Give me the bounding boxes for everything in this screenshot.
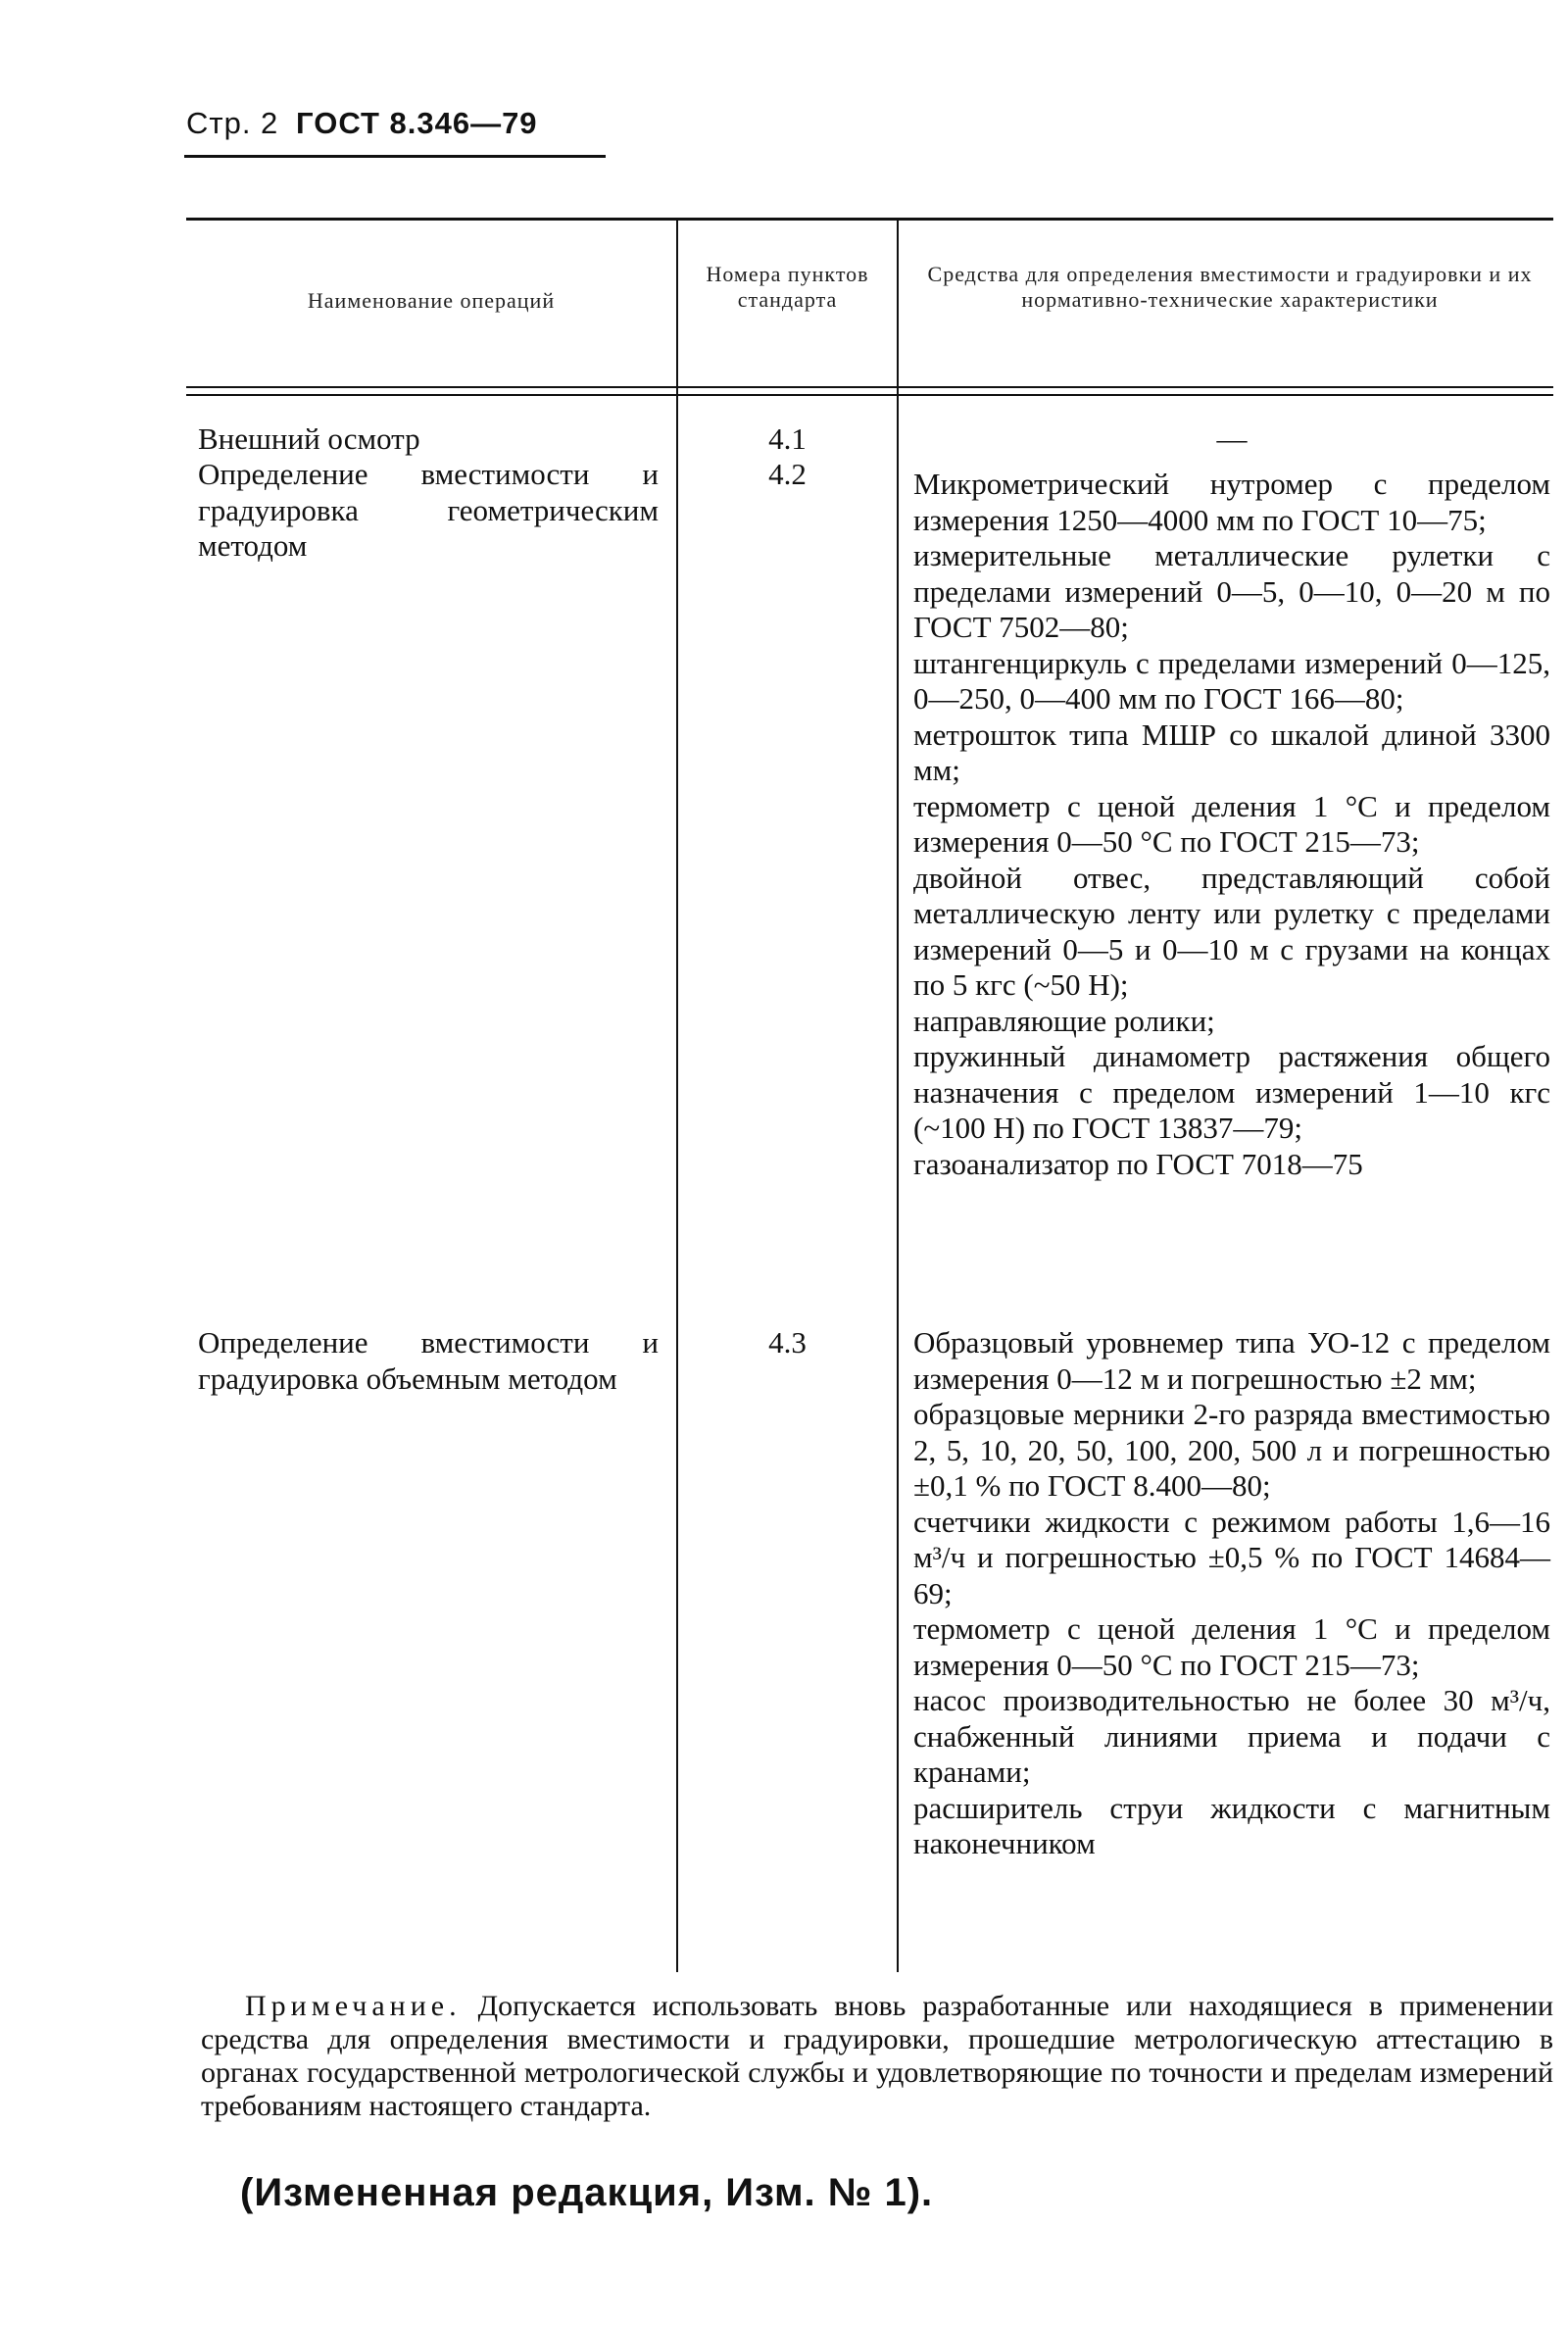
operations-table [186, 218, 1553, 1972]
means-item: термометр с ценой деления 1 °С и пределом измерения 0—50 °С по ГОСТ 215—73; [913, 788, 1550, 859]
means-item: термометр с ценой деления 1 °С и пределом измерения 0—50 °С по ГОСТ 215—73; [913, 1611, 1550, 1682]
operation-text: Внешний осмотр [198, 421, 420, 456]
column-header-clauses: Номера пунктов стандарта [706, 262, 869, 312]
table-row-clause: 4.2 [768, 457, 807, 491]
means-item: штангенциркуль с пределами измерений 0—125, 0—250, 0—400 мм по ГОСТ 166—80; [913, 645, 1550, 716]
column-header-operations: Наименование операций [307, 288, 556, 313]
table-row-means-dash: — [1216, 421, 1248, 456]
page-header [186, 106, 538, 141]
means-item: газоанализатор по ГОСТ 7018—75 [913, 1146, 1363, 1181]
table-row-clause: 4.1 [768, 421, 807, 456]
table-row-operation [198, 457, 659, 565]
table-header-rule-second [186, 394, 1553, 396]
table-header-rule [186, 386, 1553, 388]
means-item: направляющие ролики; [913, 1003, 1215, 1038]
means-item: Микрометрический нутромер с пределом измерения 1250—4000 мм по ГОСТ 10—75; [913, 467, 1550, 537]
page-number-label: Стр. 2 [186, 106, 279, 140]
means-item: измерительные металлические рулетки с пределами измерений 0—5, 0—10, 0—20 м по ГОСТ 7502—80; [913, 538, 1550, 644]
means-item: расширитель струи жидкости с магнитным наконечником [913, 1790, 1550, 1860]
header-underline [184, 155, 606, 158]
means-item: пружинный динамометр растяжения общего назначения с пределом измерений 1—10 кгс (~100 Н) по ГОСТ 13837—79; [913, 1039, 1550, 1145]
column-divider [897, 218, 899, 1972]
table-row-operation [198, 421, 659, 458]
operation-text: Определение вместимости и градуировка объемным методом [198, 1325, 659, 1396]
note-text: Допускается использовать вновь разработанные или находящиеся в применении средства для определения вместимости и градуировки, прошедшие метрологическую аттестацию в органах государственной метрологической службы и удовлетворяющие по точности и пределам измерений требованиям настоящего стандарта. [201, 1990, 1554, 2122]
means-item: насос производительностью не более 30 м³/ч, снабженный линиями приема и подачи с кранами; [913, 1683, 1550, 1789]
standard-number: ГОСТ 8.346—79 [296, 106, 538, 140]
table-row-operation [198, 1325, 659, 1397]
means-item: метрошток типа МШР со шкалой длиной 3300 мм; [913, 717, 1550, 787]
table-top-rule [186, 218, 1553, 221]
note-label: Примечание. [245, 1990, 462, 2022]
table-row-means [913, 467, 1550, 1182]
table-row-clause: 4.3 [768, 1325, 807, 1360]
means-item: двойной отвес, представляющий собой металлическую ленту или рулетку с пределами измерений 0—5 и 0—10 м с грузами на концах по 5 кгс (~50 Н); [913, 860, 1550, 1002]
means-item: счетчики жидкости с режимом работы 1,6—16 м³/ч и погрешностью ±0,5 % по ГОСТ 14684—69; [913, 1504, 1550, 1610]
table-row-means [913, 1325, 1550, 1862]
note-paragraph [201, 1990, 1553, 2123]
amendment-line: (Измененная редакция, Изм. № 1). [240, 2171, 934, 2214]
means-item: Образцовый уровнемер типа УО-12 с пределом измерения 0—12 м и погрешностью ±2 мм; [913, 1325, 1550, 1396]
operation-text: Определение вместимости и градуировка геометрическим методом [198, 457, 659, 563]
means-item: образцовые мерники 2-го разряда вместимостью 2, 5, 10, 20, 50, 100, 200, 500 л и погрешностью ±0,1 % по ГОСТ 8.400—80; [913, 1397, 1550, 1503]
column-header-means: Средства для определения вместимости и градуировки и их нормативно-технические характеристики [927, 262, 1533, 312]
